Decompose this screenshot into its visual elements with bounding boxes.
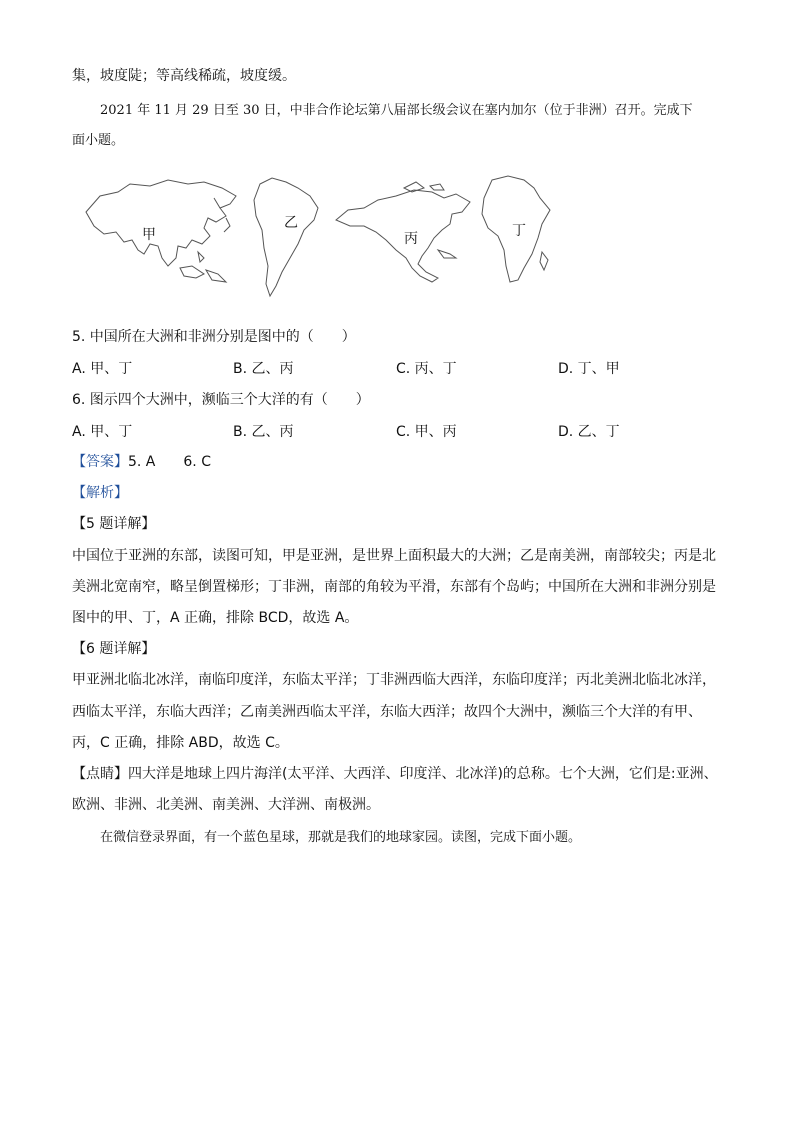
answer-text: 5. A 6. C [128, 454, 211, 470]
next-intro-text: 在微信登录界面，有一个蓝色星球，那就是我们的地球家园。读图，完成下面小题。 [100, 830, 582, 845]
map-label-yi: 乙 [284, 215, 298, 231]
question-5-option-b: B. 乙、丙 [233, 361, 294, 377]
question-5-option-c: C. 丙、丁 [396, 361, 457, 377]
question-6-option-b: B. 乙、丙 [233, 424, 294, 440]
question-5-option-a: A. 甲、丁 [72, 361, 133, 377]
detail-5-line: 美洲北宽南窄，略呈倒置梯形；丁非洲，南部的角较为平滑，东部有个岛屿；中国所在大洲和非洲分别是 [72, 579, 716, 595]
map-south-america [252, 174, 324, 298]
map-label-ding: 丁 [512, 223, 526, 239]
answer-tag: 【答案】 [72, 454, 128, 470]
detail-6-line: 甲亚洲北临北冰洋，南临印度洋，东临太平洋；丁非洲西临大西洋，东临印度洋；丙北美洲北临北冰洋， [72, 672, 716, 688]
detail-6-line: 丙，C 正确，排除 ABD，故选 C。 [72, 735, 289, 751]
intro-text-cont: 面小题。 [72, 133, 125, 148]
detail-5-title: 【5 题详解】 [72, 516, 156, 532]
question-5-option-d: D. 丁、甲 [558, 361, 620, 377]
question-6-option-a: A. 甲、丁 [72, 424, 133, 440]
detail-6-line: 西临太平洋，东临大西洋；乙南美洲西临太平洋，东临大西洋；故四个大洲中，濒临三个大洋的有甲、 [72, 704, 702, 720]
tip-tag: 【点睛】 [72, 766, 128, 782]
analysis-tag: 【解析】 [72, 485, 128, 501]
tip-line [72, 764, 718, 784]
question-6-stem: 6. 图示四个大洲中，濒临三个大洋的有（ ） [72, 392, 370, 408]
question-6-option-c: C. 甲、丙 [396, 424, 457, 440]
intro-text: 2021 年 11 月 29 日至 30 日，中非合作论坛第八届部长级会议在塞内加尔（位于非洲）召开。完成下 [100, 103, 693, 118]
map-asia [80, 174, 250, 292]
tip-text: 四大洋是地球上四片海洋(太平洋、大西洋、印度洋、北冰洋)的总称。七个大洲，它们是:亚洲、 [128, 766, 718, 782]
answer-line [72, 452, 211, 472]
map-north-america [334, 180, 476, 290]
detail-6-title: 【6 题详解】 [72, 641, 156, 657]
detail-5-line: 中国位于亚洲的东部，读图可知，甲是亚洲，是世界上面积最大的大洲；乙是南美洲，南部较尖；丙是北 [72, 548, 716, 564]
tip-line-cont: 欧洲、非洲、北美洲、南美洲、大洋洲、南极洲。 [72, 797, 380, 813]
map-label-jia: 甲 [142, 227, 156, 243]
detail-5-line: 图中的甲、丁，A 正确，排除 BCD，故选 A。 [72, 610, 359, 626]
question-5-stem: 5. 中国所在大洲和非洲分别是图中的（ ） [72, 329, 356, 345]
map-africa [478, 174, 556, 288]
text-line: 集，坡度陡；等高线稀疏，坡度缓。 [72, 68, 296, 84]
map-label-bing: 丙 [404, 231, 418, 247]
question-6-option-d: D. 乙、丁 [558, 424, 620, 440]
